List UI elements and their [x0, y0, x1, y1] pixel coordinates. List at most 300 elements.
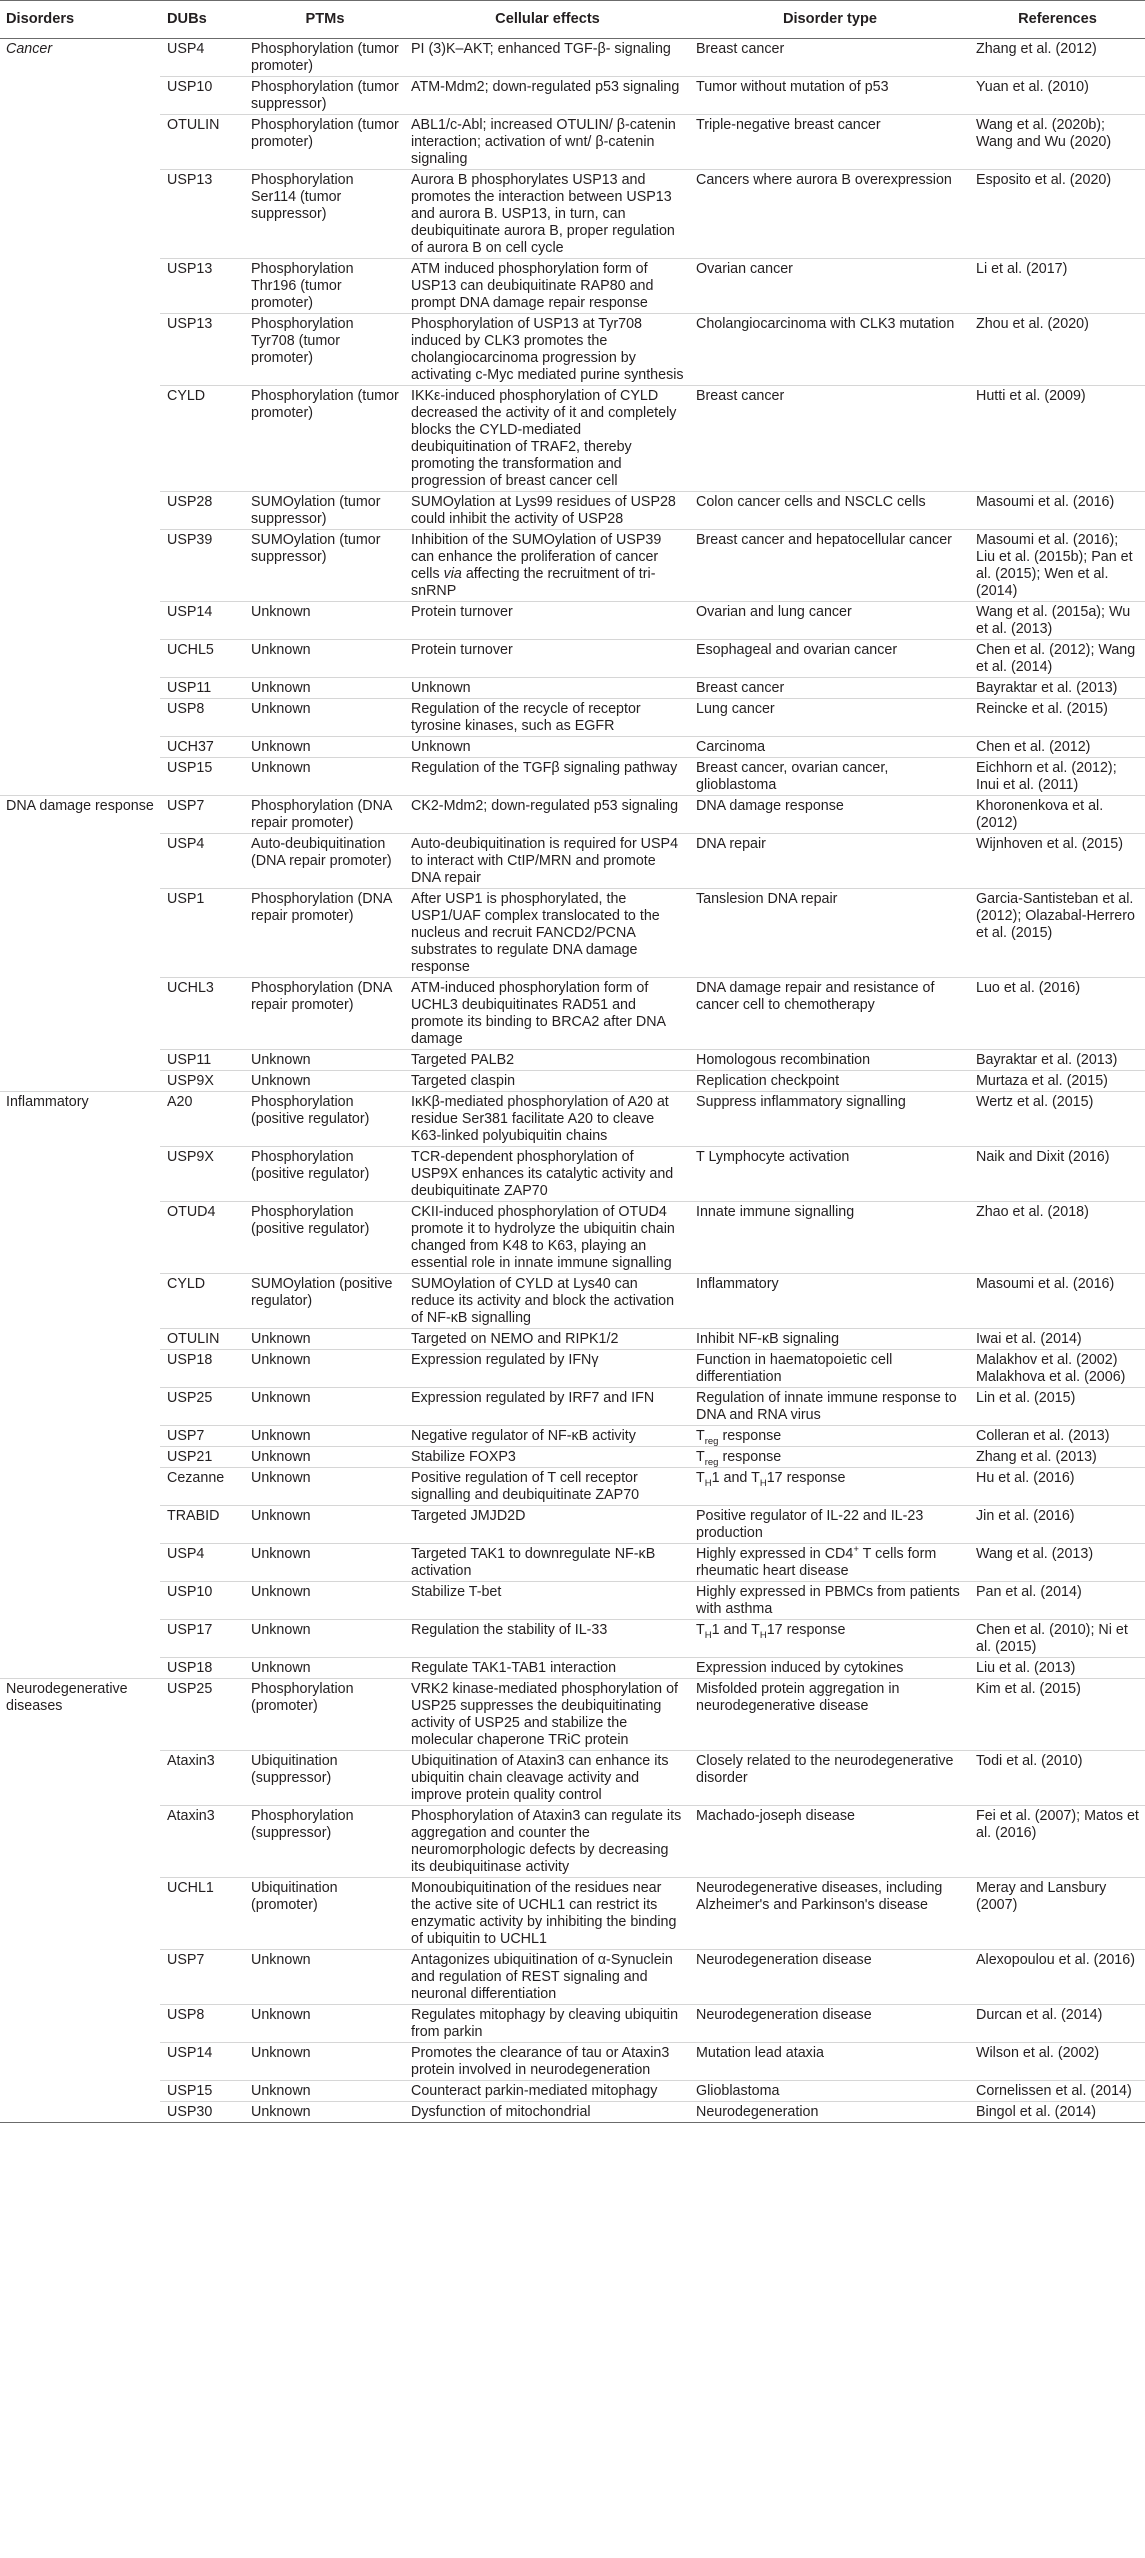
effect-cell: Targeted PALB2: [405, 1050, 690, 1071]
dub-cell: USP7: [160, 796, 245, 834]
reference-cell: Meray and Lansbury (2007): [970, 1878, 1145, 1950]
table-row: [0, 602, 1145, 640]
dub-cell: USP21: [160, 1447, 245, 1468]
ptm-cell: Phosphorylation (tumor promoter): [245, 386, 405, 492]
table-row: [0, 1950, 1145, 2005]
ptm-cell: Phosphorylation (DNA repair promoter): [245, 978, 405, 1050]
effect-cell: Negative regulator of NF-κB activity: [405, 1426, 690, 1447]
disorder-cell: [0, 1658, 160, 1679]
disorder-type-cell: DNA repair: [690, 834, 970, 889]
dub-cell: USP11: [160, 1050, 245, 1071]
reference-cell: Murtaza et al. (2015): [970, 1071, 1145, 1092]
table-row: [0, 1620, 1145, 1658]
disorder-type-cell: Positive regulator of IL-22 and IL-23 production: [690, 1506, 970, 1544]
table-row: [0, 1582, 1145, 1620]
dub-cell: USP11: [160, 678, 245, 699]
ptm-cell: Phosphorylation (promoter): [245, 1679, 405, 1751]
disorder-type-cell: Mutation lead ataxia: [690, 2043, 970, 2081]
dub-cell: A20: [160, 1092, 245, 1147]
disorder-cell: [0, 602, 160, 640]
reference-cell: Wang et al. (2013): [970, 1544, 1145, 1582]
disorder-type-cell: Esophageal and ovarian cancer: [690, 640, 970, 678]
table-row: [0, 314, 1145, 386]
disorder-cell: [0, 1950, 160, 2005]
ptm-cell: Unknown: [245, 1050, 405, 1071]
header-disorder-type: Disorder type: [690, 1, 970, 39]
table-row: [0, 2005, 1145, 2043]
disorder-type-cell: $T_{reg}$ response: [690, 1426, 970, 1447]
ptm-cell: Unknown: [245, 2005, 405, 2043]
disorder-cell: [0, 1050, 160, 1071]
effect-cell: Expression regulated by IRF7 and IFN: [405, 1388, 690, 1426]
effect-cell: ABL1/c-Abl; increased OTULIN/ β-catenin interaction; activation of wnt/ β-catenin signaling: [405, 115, 690, 170]
ptm-cell: SUMOylation (tumor suppressor): [245, 492, 405, 530]
disorder-cell: [0, 889, 160, 978]
effect-cell: Protein turnover: [405, 602, 690, 640]
effect-cell: Unknown: [405, 678, 690, 699]
reference-cell: Liu et al. (2013): [970, 1658, 1145, 1679]
table-row: [0, 1274, 1145, 1329]
ptm-cell: Unknown: [245, 737, 405, 758]
dub-cell: CYLD: [160, 386, 245, 492]
table-row: [0, 1658, 1145, 1679]
reference-cell: Wang et al. (2020b); Wang and Wu (2020): [970, 115, 1145, 170]
ptm-cell: Phosphorylation Ser114 (tumor suppressor): [245, 170, 405, 259]
disorder-cell: Neurodegenerative diseases: [6, 1681, 128, 1714]
header-cellular-effects: Cellular effects: [405, 1, 690, 39]
reference-cell: Reincke et al. (2015): [970, 699, 1145, 737]
table-row: [0, 1878, 1145, 1950]
ptm-cell: Unknown: [245, 640, 405, 678]
ptm-cell: Unknown: [245, 1329, 405, 1350]
disorder-type-cell: Closely related to the neurodegenerative disorder: [690, 1751, 970, 1806]
table-row: [0, 1329, 1145, 1350]
dub-cell: UCHL3: [160, 978, 245, 1050]
table-row: [0, 1544, 1145, 1582]
disorder-cell: [0, 1620, 160, 1658]
disorder-cell: [0, 978, 160, 1050]
dub-cell: USP1: [160, 889, 245, 978]
disorder-cell: [0, 77, 160, 115]
disorder-type-cell: Inhibit NF-κB signaling: [690, 1329, 970, 1350]
reference-cell: Esposito et al. (2020): [970, 170, 1145, 259]
effect-cell: Regulation of the recycle of receptor tyrosine kinases, such as EGFR: [405, 699, 690, 737]
ptm-cell: Unknown: [245, 1950, 405, 2005]
table-row: [0, 1447, 1145, 1468]
disorder-type-cell: Ovarian cancer: [690, 259, 970, 314]
table-row: [0, 492, 1145, 530]
disorder-type-cell: Tumor without mutation of p53: [690, 77, 970, 115]
disorder-cell: [0, 386, 160, 492]
disorder-type-cell: Homologous recombination: [690, 1050, 970, 1071]
ptm-cell: Phosphorylation (positive regulator): [245, 1202, 405, 1274]
ptm-cell: Unknown: [245, 1071, 405, 1092]
disorder-cell: Cancer: [6, 41, 53, 57]
ptm-cell: Ubiquitination (promoter): [245, 1878, 405, 1950]
effect-cell: Inhibition of the SUMOylation of USP39 can enhance the proliferation of cancer cells via affecting the recruitment of tri-snRNP: [405, 530, 690, 602]
reference-cell: Colleran et al. (2013): [970, 1426, 1145, 1447]
reference-cell: Iwai et al. (2014): [970, 1329, 1145, 1350]
table-row: [0, 737, 1145, 758]
table-row: [0, 1092, 1145, 1147]
effect-cell: Protein turnover: [405, 640, 690, 678]
disorder-cell: [0, 699, 160, 737]
disorder-type-cell: Highly expressed in CD4+ T cells form rheumatic heart disease: [690, 1544, 970, 1582]
reference-cell: Fei et al. (2007); Matos et al. (2016): [970, 1806, 1145, 1878]
table-row: [0, 1679, 1145, 1751]
effect-cell: Counteract parkin-mediated mitophagy: [405, 2081, 690, 2102]
dub-cell: USP7: [160, 1426, 245, 1447]
ptm-cell: Phosphorylation (DNA repair promoter): [245, 796, 405, 834]
ptm-cell: Phosphorylation (DNA repair promoter): [245, 889, 405, 978]
effect-cell: ATM-induced phosphorylation form of UCHL3 deubiquitinates RAD51 and promote its binding to BRCA2 after DNA damage: [405, 978, 690, 1050]
effect-cell: Antagonizes ubiquitination of α-Synuclein and regulation of REST signaling and neuronal differentiation: [405, 1950, 690, 2005]
disorder-cell: [0, 1350, 160, 1388]
reference-cell: Hutti et al. (2009): [970, 386, 1145, 492]
disorder-type-cell: Machado-joseph disease: [690, 1806, 970, 1878]
disorder-cell: [0, 259, 160, 314]
effect-cell: VRK2 kinase-mediated phosphorylation of USP25 suppresses the deubiquitinating activity of USP25 and stabilize the molecular chaperone TRiC protein: [405, 1679, 690, 1751]
disorder-cell: [0, 640, 160, 678]
disorder-cell: [0, 1426, 160, 1447]
dub-cell: USP17: [160, 1620, 245, 1658]
reference-cell: Garcia-Santisteban et al. (2012); Olazabal-Herrero et al. (2015): [970, 889, 1145, 978]
header-ptms: PTMs: [245, 1, 405, 39]
disorder-cell: [0, 1506, 160, 1544]
disorder-cell: [0, 1329, 160, 1350]
effect-cell: ATM-Mdm2; down-regulated p53 signaling: [405, 77, 690, 115]
disorder-cell: [0, 1544, 160, 1582]
disorder-type-cell: Cancers where aurora B overexpression: [690, 170, 970, 259]
dub-cell: UCH37: [160, 737, 245, 758]
table-row: [0, 2102, 1145, 2123]
disorder-type-cell: Breast cancer: [690, 386, 970, 492]
disorder-type-cell: Triple-negative breast cancer: [690, 115, 970, 170]
table-row: [0, 1050, 1145, 1071]
effect-cell: IκKβ-mediated phosphorylation of A20 at residue Ser381 facilitate A20 to cleave K63-linked polyubiquitin chains: [405, 1092, 690, 1147]
disorder-cell: [0, 2081, 160, 2102]
disorder-cell: [0, 2102, 160, 2123]
table-row: [0, 1468, 1145, 1506]
disorder-cell: [0, 492, 160, 530]
disorder-type-cell: Colon cancer cells and NSCLC cells: [690, 492, 970, 530]
effect-cell: Auto-deubiquitination is required for USP4 to interact with CtIP/MRN and promote DNA repair: [405, 834, 690, 889]
ptm-cell: Auto-deubiquitination (DNA repair promoter): [245, 834, 405, 889]
disorder-cell: [0, 1388, 160, 1426]
ptm-cell: Unknown: [245, 602, 405, 640]
reference-cell: Li et al. (2017): [970, 259, 1145, 314]
effect-cell: Regulate TAK1-TAB1 interaction: [405, 1658, 690, 1679]
ptm-cell: SUMOylation (tumor suppressor): [245, 530, 405, 602]
effect-cell: Targeted on NEMO and RIPK1/2: [405, 1329, 690, 1350]
table-row: [0, 530, 1145, 602]
disorder-cell: DNA damage response: [6, 798, 154, 814]
disorder-type-cell: Inflammatory: [690, 1274, 970, 1329]
disorder-type-cell: Carcinoma: [690, 737, 970, 758]
table-row: [0, 678, 1145, 699]
ptm-cell: Unknown: [245, 1426, 405, 1447]
reference-cell: Kim et al. (2015): [970, 1679, 1145, 1751]
ptm-cell: Unknown: [245, 1658, 405, 1679]
effect-cell: Phosphorylation of Ataxin3 can regulate its aggregation and counter the neuromorphologic defects by decreasing its deubiquitinase activity: [405, 1806, 690, 1878]
dub-cell: USP18: [160, 1350, 245, 1388]
dub-cell: Cezanne: [160, 1468, 245, 1506]
table-row: [0, 1350, 1145, 1388]
disorder-cell: [0, 1468, 160, 1506]
table-row: [0, 1202, 1145, 1274]
ptm-cell: Phosphorylation (tumor promoter): [245, 39, 405, 77]
ptm-cell: Ubiquitination (suppressor): [245, 1751, 405, 1806]
disorder-type-cell: DNA damage repair and resistance of cancer cell to chemotherapy: [690, 978, 970, 1050]
reference-cell: Wijnhoven et al. (2015): [970, 834, 1145, 889]
effect-cell: Positive regulation of T cell receptor signalling and deubiquitinate ZAP70: [405, 1468, 690, 1506]
ptm-cell: Phosphorylation (tumor promoter): [245, 115, 405, 170]
ptm-cell: Unknown: [245, 1388, 405, 1426]
dub-cell: UCHL5: [160, 640, 245, 678]
table-row: [0, 1147, 1145, 1202]
disorder-type-cell: Neurodegeneration: [690, 2102, 970, 2123]
dub-cell: USP10: [160, 77, 245, 115]
effect-cell: Dysfunction of mitochondrial: [405, 2102, 690, 2123]
dub-cell: USP30: [160, 2102, 245, 2123]
disorder-cell: [0, 314, 160, 386]
disorder-type-cell: Innate immune signalling: [690, 1202, 970, 1274]
disorder-cell: [0, 115, 160, 170]
effect-cell: Regulation of the TGFβ signaling pathway: [405, 758, 690, 796]
disorder-cell: [0, 834, 160, 889]
reference-cell: Zhou et al. (2020): [970, 314, 1145, 386]
ptm-cell: Phosphorylation (tumor suppressor): [245, 77, 405, 115]
effect-cell: Unknown: [405, 737, 690, 758]
table-row: [0, 889, 1145, 978]
disorder-type-cell: Cholangiocarcinoma with CLK3 mutation: [690, 314, 970, 386]
dub-cell: USP14: [160, 602, 245, 640]
disorder-cell: [0, 1147, 160, 1202]
table-row: [0, 1751, 1145, 1806]
dub-cell: USP4: [160, 39, 245, 77]
disorder-type-cell: Neurodegenerative diseases, including Alzheimer's and Parkinson's disease: [690, 1878, 970, 1950]
header-row: [0, 1, 1145, 39]
effect-cell: IKKε-induced phosphorylation of CYLD decreased the activity of it and completely blocks the CYLD-mediated deubiquitination of TRAF2, thereby promoting the transformation and progression of breast cancer cell: [405, 386, 690, 492]
reference-cell: Lin et al. (2015): [970, 1388, 1145, 1426]
reference-cell: Todi et al. (2010): [970, 1751, 1145, 1806]
table-row: [0, 1388, 1145, 1426]
ptm-cell: Phosphorylation (positive regulator): [245, 1092, 405, 1147]
reference-cell: Durcan et al. (2014): [970, 2005, 1145, 2043]
disorder-type-cell: Lung cancer: [690, 699, 970, 737]
dub-cell: USP14: [160, 2043, 245, 2081]
disorder-cell: [0, 1274, 160, 1329]
reference-cell: Yuan et al. (2010): [970, 77, 1145, 115]
disorder-type-cell: Replication checkpoint: [690, 1071, 970, 1092]
disorder-cell: Inflammatory: [6, 1094, 89, 1110]
table-row: [0, 2081, 1145, 2102]
effect-cell: Regulates mitophagy by cleaving ubiquitin from parkin: [405, 2005, 690, 2043]
header-dubs: DUBs: [160, 1, 245, 39]
effect-cell: Targeted claspin: [405, 1071, 690, 1092]
dub-cell: USP13: [160, 259, 245, 314]
disorder-cell: [0, 2005, 160, 2043]
table-row: [0, 1071, 1145, 1092]
effect-cell: Targeted TAK1 to downregulate NF-κB activation: [405, 1544, 690, 1582]
ptm-cell: Unknown: [245, 678, 405, 699]
reference-cell: Zhang et al. (2012): [970, 39, 1145, 77]
disorder-type-cell: Breast cancer: [690, 39, 970, 77]
dub-cell: Ataxin3: [160, 1806, 245, 1878]
ptm-cell: Unknown: [245, 1506, 405, 1544]
effect-cell: Regulation the stability of IL-33: [405, 1620, 690, 1658]
dub-cell: OTULIN: [160, 115, 245, 170]
header-disorders: Disorders: [0, 1, 160, 39]
ptm-cell: SUMOylation (positive regulator): [245, 1274, 405, 1329]
disorder-cell: [0, 530, 160, 602]
effect-cell: CK2-Mdm2; down-regulated p53 signaling: [405, 796, 690, 834]
disorder-type-cell: Breast cancer, ovarian cancer, glioblastoma: [690, 758, 970, 796]
ptm-cell: Phosphorylation Tyr708 (tumor promoter): [245, 314, 405, 386]
disorder-cell: [0, 1582, 160, 1620]
disorder-type-cell: Highly expressed in PBMCs from patients with asthma: [690, 1582, 970, 1620]
reference-cell: Khoronenkova et al. (2012): [970, 796, 1145, 834]
disorder-cell: [0, 737, 160, 758]
disorder-type-cell: Ovarian and lung cancer: [690, 602, 970, 640]
dub-cell: TRABID: [160, 1506, 245, 1544]
reference-cell: Alexopoulou et al. (2016): [970, 1950, 1145, 2005]
effect-cell: SUMOylation of CYLD at Lys40 can reduce its activity and block the activation of NF-κB signalling: [405, 1274, 690, 1329]
ptm-cell: Unknown: [245, 1544, 405, 1582]
effect-cell: Promotes the clearance of tau or Ataxin3 protein involved in neurodegeneration: [405, 2043, 690, 2081]
ptm-cell: Unknown: [245, 2043, 405, 2081]
reference-cell: Masoumi et al. (2016); Liu et al. (2015b); Pan et al. (2015); Wen et al. (2014): [970, 530, 1145, 602]
reference-cell: Cornelissen et al. (2014): [970, 2081, 1145, 2102]
table-row: [0, 1506, 1145, 1544]
reference-cell: Luo et al. (2016): [970, 978, 1145, 1050]
effect-cell: Monoubiquitination of the residues near the active site of UCHL1 can restrict its enzymatic activity by inhibiting the binding of ubiquitin to UCHL1: [405, 1878, 690, 1950]
ptm-cell: Unknown: [245, 1350, 405, 1388]
dub-cell: OTULIN: [160, 1329, 245, 1350]
effect-cell: ATM induced phosphorylation form of USP13 can deubiquitinate RAP80 and prompt DNA damage repair response: [405, 259, 690, 314]
disorder-cell: [0, 170, 160, 259]
disorder-type-cell: T Lymphocyte activation: [690, 1147, 970, 1202]
dub-cell: USP25: [160, 1388, 245, 1426]
effect-cell: Ubiquitination of Ataxin3 can enhance its ubiquitin chain cleavage activity and improve protein quality control: [405, 1751, 690, 1806]
table-row: [0, 758, 1145, 796]
effect-cell: TCR-dependent phosphorylation of USP9X enhances its catalytic activity and deubiquitinate ZAP70: [405, 1147, 690, 1202]
dub-cell: USP8: [160, 699, 245, 737]
ptm-cell: Unknown: [245, 1620, 405, 1658]
disorder-type-cell: $T_{reg}$ response: [690, 1447, 970, 1468]
dub-cell: USP4: [160, 1544, 245, 1582]
disorder-cell: [0, 2043, 160, 2081]
table-row: [0, 115, 1145, 170]
disorder-cell: [0, 1447, 160, 1468]
effect-cell: Aurora B phosphorylates USP13 and promotes the interaction between USP13 and aurora B. USP13, in turn, can deubiquitinate aurora B, proper regulation of aurora B on cell cycle: [405, 170, 690, 259]
effect-cell: Stabilize FOXP3: [405, 1447, 690, 1468]
disorder-cell: [0, 1878, 160, 1950]
reference-cell: Malakhov et al. (2002) Malakhova et al. (2006): [970, 1350, 1145, 1388]
table-body: [0, 39, 1145, 2123]
disorder-type-cell: Glioblastoma: [690, 2081, 970, 2102]
disorder-cell: [0, 1071, 160, 1092]
dub-cell: Ataxin3: [160, 1751, 245, 1806]
effect-cell: SUMOylation at Lys99 residues of USP28 could inhibit the activity of USP28: [405, 492, 690, 530]
dub-cell: USP7: [160, 1950, 245, 2005]
dub-cell: USP25: [160, 1679, 245, 1751]
effect-cell: PI (3)K–AKT; enhanced TGF-β- signaling: [405, 39, 690, 77]
effect-cell: CKII-induced phosphorylation of OTUD4 promote it to hydrolyze the ubiquitin chain changed from K48 to K63, playing an essential role in innate immune signalling: [405, 1202, 690, 1274]
table-row: [0, 834, 1145, 889]
reference-cell: Zhao et al. (2018): [970, 1202, 1145, 1274]
dub-cell: CYLD: [160, 1274, 245, 1329]
reference-cell: Bayraktar et al. (2013): [970, 1050, 1145, 1071]
table-row: [0, 39, 1145, 77]
dub-cell: UCHL1: [160, 1878, 245, 1950]
reference-cell: Masoumi et al. (2016): [970, 492, 1145, 530]
reference-cell: Chen et al. (2012); Wang et al. (2014): [970, 640, 1145, 678]
dub-cell: USP13: [160, 314, 245, 386]
reference-cell: Jin et al. (2016): [970, 1506, 1145, 1544]
dub-cell: USP13: [160, 170, 245, 259]
ptm-cell: Unknown: [245, 758, 405, 796]
reference-cell: Wang et al. (2015a); Wu et al. (2013): [970, 602, 1145, 640]
header-references: References: [970, 1, 1145, 39]
table-row: [0, 699, 1145, 737]
dub-cell: USP4: [160, 834, 245, 889]
table-row: [0, 2043, 1145, 2081]
dub-cell: USP9X: [160, 1071, 245, 1092]
dub-cell: USP39: [160, 530, 245, 602]
reference-cell: Wilson et al. (2002): [970, 2043, 1145, 2081]
ptm-cell: Phosphorylation Thr196 (tumor promoter): [245, 259, 405, 314]
table-row: [0, 978, 1145, 1050]
effect-cell: Expression regulated by IFNγ: [405, 1350, 690, 1388]
disorder-type-cell: Neurodegeneration disease: [690, 2005, 970, 2043]
ptm-cell: Phosphorylation (positive regulator): [245, 1147, 405, 1202]
table-row: [0, 170, 1145, 259]
reference-cell: Masoumi et al. (2016): [970, 1274, 1145, 1329]
effect-cell: Targeted JMJD2D: [405, 1506, 690, 1544]
table-row: [0, 796, 1145, 834]
disorder-cell: [0, 758, 160, 796]
ptm-cell: Unknown: [245, 699, 405, 737]
ptm-cell: Unknown: [245, 2102, 405, 2123]
disorder-type-cell: Expression induced by cytokines: [690, 1658, 970, 1679]
reference-cell: Pan et al. (2014): [970, 1582, 1145, 1620]
disorder-cell: [0, 678, 160, 699]
dub-cell: OTUD4: [160, 1202, 245, 1274]
effect-cell: Stabilize T-bet: [405, 1582, 690, 1620]
ptm-cell: Unknown: [245, 2081, 405, 2102]
disorder-type-cell: Regulation of innate immune response to DNA and RNA virus: [690, 1388, 970, 1426]
effect-cell: Phosphorylation of USP13 at Tyr708 induced by CLK3 promotes the cholangiocarcinoma progression by activating c-Myc mediated purine synthesis: [405, 314, 690, 386]
disorder-cell: [0, 1202, 160, 1274]
table-header: [0, 1, 1145, 39]
table-row: [0, 1806, 1145, 1878]
effect-cell: After USP1 is phosphorylated, the USP1/UAF complex translocated to the nucleus and recruit FANCD2/PCNA substrates to regulate DNA damage response: [405, 889, 690, 978]
table-row: [0, 259, 1145, 314]
dub-cell: USP18: [160, 1658, 245, 1679]
disorder-type-cell: Misfolded protein aggregation in neurodegenerative disease: [690, 1679, 970, 1751]
dub-cell: USP8: [160, 2005, 245, 2043]
reference-cell: Zhang et al. (2013): [970, 1447, 1145, 1468]
disorder-type-cell: Function in haematopoietic cell differentiation: [690, 1350, 970, 1388]
reference-cell: Wertz et al. (2015): [970, 1092, 1145, 1147]
reference-cell: Bingol et al. (2014): [970, 2102, 1145, 2123]
disorder-type-cell: DNA damage response: [690, 796, 970, 834]
reference-cell: Bayraktar et al. (2013): [970, 678, 1145, 699]
table-row: [0, 640, 1145, 678]
ptm-cell: Unknown: [245, 1582, 405, 1620]
disorder-type-cell: Suppress inflammatory signalling: [690, 1092, 970, 1147]
